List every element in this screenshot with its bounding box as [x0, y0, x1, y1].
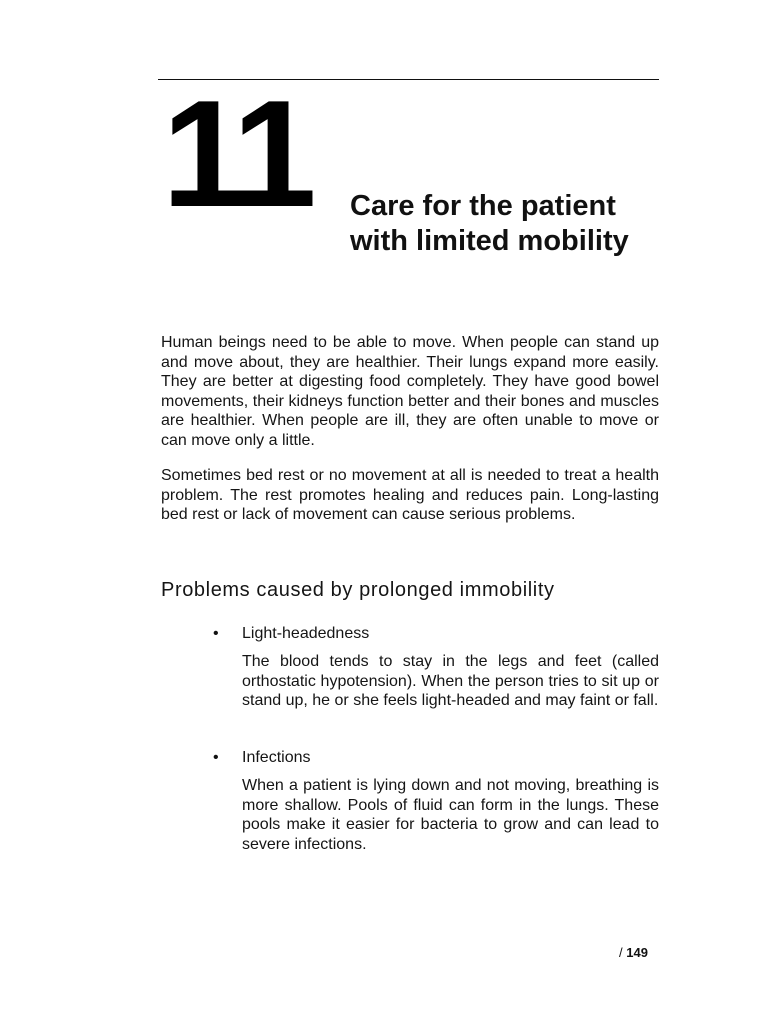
- page-number-value: 149: [626, 945, 648, 960]
- section-heading: Problems caused by prolonged immobility: [161, 579, 555, 601]
- bullet-body: The blood tends to stay in the legs and feet (called orthostatic hypotension). When the person tries to sit up or stand up, he or she feels light-headed and may faint or fall.: [242, 653, 659, 709]
- chapter-title-line-2: with limited mobility: [350, 225, 629, 257]
- chapter-title: [350, 189, 680, 259]
- bullet-icon: •: [213, 625, 219, 642]
- page-number-separator: /: [619, 945, 623, 960]
- bullet-label: Light-headedness: [242, 625, 370, 642]
- bullet-body: When a patient is lying down and not moving, breathing is more shallow. Pools of fluid can form in the lungs. These pools make it easier for bacteria to grow and can lead to severe infections.: [242, 777, 659, 853]
- bullet-icon: •: [213, 749, 219, 766]
- bullet-label: Infections: [242, 749, 311, 766]
- intro-paragraph-2: Sometimes bed rest or no movement at all is needed to treat a health problem. The rest promotes healing and reduces pain. Long-lasting bed rest or lack of movement can cause serious problems.: [161, 467, 659, 523]
- chapter-number: 11: [162, 69, 311, 239]
- page-number: [619, 945, 648, 960]
- chapter-title-line-1: Care for the patient: [350, 190, 616, 222]
- intro-paragraph-1: Human beings need to be able to move. When people can stand up and move about, they are healthier. Their lungs expand more easily. They are better at digesting food completely. They have good bowel movements, their kidneys function better and their bones and muscles are healthier. When people are ill, they are often unable to move or can move only a little.: [161, 334, 659, 449]
